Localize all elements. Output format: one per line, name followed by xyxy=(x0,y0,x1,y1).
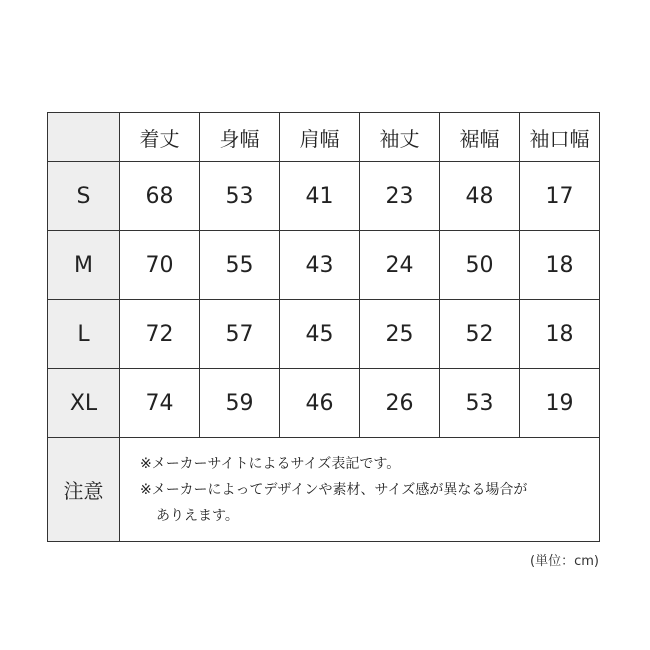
table-cell: 59 xyxy=(200,369,280,438)
size-label-cell: S xyxy=(48,162,120,231)
table-row xyxy=(48,231,600,300)
header-row xyxy=(48,113,600,162)
table-cell: 53 xyxy=(200,162,280,231)
table-cell: 43 xyxy=(280,231,360,300)
table-cell: 17 xyxy=(520,162,600,231)
header-cell-sleeve-length: 袖丈 xyxy=(360,113,440,162)
table-cell: 45 xyxy=(280,300,360,369)
table-cell: 23 xyxy=(360,162,440,231)
table-cell: 18 xyxy=(520,300,600,369)
table-cell: 50 xyxy=(440,231,520,300)
table-cell: 19 xyxy=(520,369,600,438)
table-cell: 57 xyxy=(200,300,280,369)
table-cell: 53 xyxy=(440,369,520,438)
note-line: ※メーカーサイトによるサイズ表記です。 xyxy=(140,455,401,472)
table-cell: 52 xyxy=(440,300,520,369)
table-cell: 48 xyxy=(440,162,520,231)
table-cell: 18 xyxy=(520,231,600,300)
size-label-cell: XL xyxy=(48,369,120,438)
table-cell: 68 xyxy=(120,162,200,231)
table-cell: 74 xyxy=(120,369,200,438)
table-cell: 72 xyxy=(120,300,200,369)
table-row xyxy=(48,162,600,231)
table-cell: 41 xyxy=(280,162,360,231)
header-cell-body-width: 身幅 xyxy=(200,113,280,162)
table-cell: 25 xyxy=(360,300,440,369)
table-row xyxy=(48,300,600,369)
header-corner-cell xyxy=(48,113,120,162)
notes-row xyxy=(48,438,600,542)
size-label-cell: M xyxy=(48,231,120,300)
note-line: ありえます。 xyxy=(156,507,239,524)
notes-label-cell: 注意 xyxy=(48,438,120,542)
unit-caption: (単位：cm) xyxy=(530,554,599,569)
size-chart-table xyxy=(47,112,600,542)
header-cell-cuff-width: 袖口幅 xyxy=(520,113,600,162)
table-cell: 26 xyxy=(360,369,440,438)
table-row xyxy=(48,369,600,438)
table-cell: 55 xyxy=(200,231,280,300)
note-line: ※メーカーによってデザインや素材、サイズ感が異なる場合が xyxy=(140,481,528,498)
header-cell-length: 着丈 xyxy=(120,113,200,162)
table-cell: 70 xyxy=(120,231,200,300)
header-cell-shoulder-width: 肩幅 xyxy=(280,113,360,162)
size-label-cell: L xyxy=(48,300,120,369)
table-cell: 46 xyxy=(280,369,360,438)
header-cell-hem-width: 裾幅 xyxy=(440,113,520,162)
notes-body-cell xyxy=(120,438,600,542)
table-cell: 24 xyxy=(360,231,440,300)
